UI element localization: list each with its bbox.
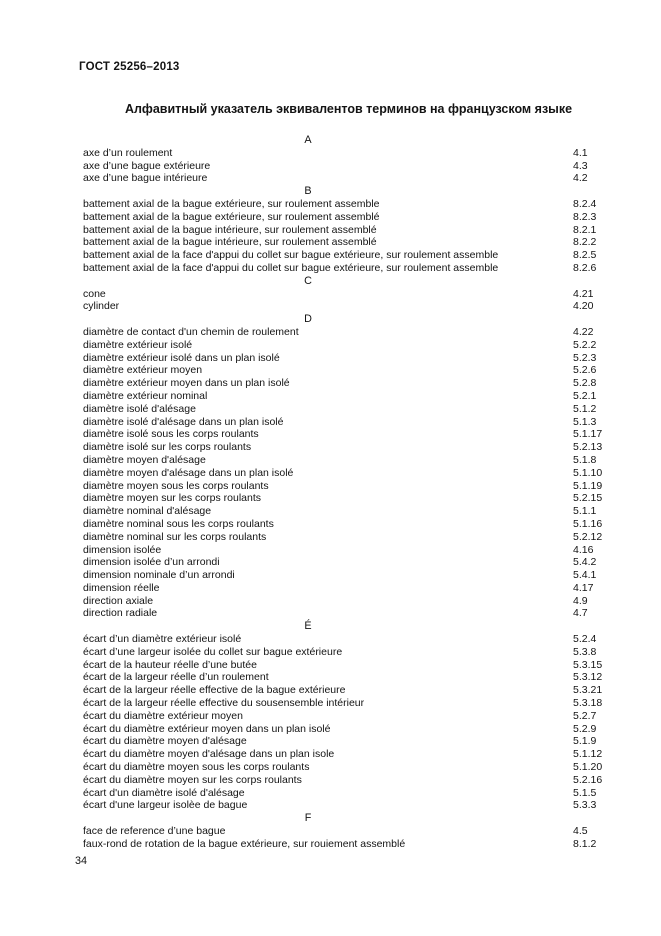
entry-ref: 5.3.18 xyxy=(573,697,603,710)
entry-ref: 8.2.1 xyxy=(573,223,597,236)
index-entry xyxy=(0,326,661,339)
entry-term: écart de la hauteur réelle d’une butée xyxy=(83,658,257,671)
entry-ref: 5.2.12 xyxy=(573,530,603,543)
entry-ref: 8.2.4 xyxy=(573,197,597,210)
entry-ref: 4.16 xyxy=(573,543,594,556)
entry-term: dimension isolée xyxy=(83,543,162,556)
entry-term: écart du diamètre moyen d'alésage xyxy=(83,735,247,748)
index-entry xyxy=(0,249,661,262)
entry-ref: 5.2.9 xyxy=(573,722,597,735)
entry-ref: 5.1.9 xyxy=(573,735,597,748)
entry-term: écart de la largeur réelle d’un roulement xyxy=(83,671,269,684)
entry-term: cone xyxy=(83,287,106,300)
index-entry xyxy=(0,787,661,800)
index-entry xyxy=(0,147,661,160)
entry-ref: 5.2.3 xyxy=(573,351,597,364)
entry-ref: 4.21 xyxy=(573,287,594,300)
section-letter: B xyxy=(304,185,312,198)
entry-term: diamètre moyen d'alésage xyxy=(83,453,206,466)
entry-term: direction axiale xyxy=(83,594,154,607)
index-entry xyxy=(0,838,661,851)
section-letter: A xyxy=(304,134,312,146)
entry-ref: 4.1 xyxy=(573,146,588,159)
entry-term: axe d’une bague intérieure xyxy=(83,172,208,185)
index-entry xyxy=(0,441,661,454)
index-entry xyxy=(0,390,661,403)
entry-ref: 5.3.12 xyxy=(573,671,603,684)
index-entry xyxy=(0,364,661,377)
entry-term: diamètre moyen d'alésage dans un plan isolé xyxy=(83,466,294,479)
section-letter: C xyxy=(304,274,312,287)
entry-term: écart du diamètre moyen sous les corps roulants xyxy=(83,761,310,774)
entry-term: dimension nominale d’un arrondi xyxy=(83,569,235,582)
document-code: ГОСТ 25256–2013 xyxy=(79,61,180,73)
index-entry xyxy=(0,518,661,531)
entry-ref: 8.2.5 xyxy=(573,249,597,262)
index-entry xyxy=(0,288,661,301)
entry-term: dimension réelle xyxy=(83,581,160,594)
entry-term: écart du diamètre moyen d'alésage dans un plan isole xyxy=(83,748,335,761)
index-entry xyxy=(0,748,661,761)
entry-term: axe d’une bague extérieure xyxy=(83,159,211,172)
entry-ref: 5.4.1 xyxy=(573,569,597,582)
index-entry xyxy=(0,224,661,237)
entry-term: diamètre extérieur isolé dans un plan isolé xyxy=(83,351,280,364)
index-entry xyxy=(0,607,661,620)
index-entry xyxy=(0,595,661,608)
entry-ref: 4.9 xyxy=(573,594,588,607)
entry-term: écart d'une largeur isolèe de bague xyxy=(83,799,248,812)
index-entry xyxy=(0,467,661,480)
index-entry xyxy=(0,774,661,787)
index-entry xyxy=(0,710,661,723)
section-letter: F xyxy=(304,812,312,825)
entry-term: dimension isolée d’un arrondi xyxy=(83,556,220,569)
entry-term: battement axial de la bague extérieure, sur roulement assemblé xyxy=(83,210,380,223)
entry-ref: 5.1.19 xyxy=(573,479,603,492)
index-entry xyxy=(0,262,661,275)
entry-term: diamètre moyen sur les corps roulants xyxy=(83,492,261,505)
index-entry xyxy=(0,799,661,812)
entry-term: face de reference d’une bague xyxy=(83,825,226,838)
index-entry xyxy=(0,544,661,557)
entry-ref: 5.4.2 xyxy=(573,556,597,569)
page-number: 34 xyxy=(75,855,88,867)
entry-ref: 8.2.2 xyxy=(573,236,597,249)
entry-term: diamètre extérieur nominal xyxy=(83,389,208,402)
index-entry xyxy=(0,723,661,736)
index-entry xyxy=(0,671,661,684)
section-letter: D xyxy=(304,313,312,326)
index-entry xyxy=(0,556,661,569)
entry-ref: 5.1.5 xyxy=(573,786,597,799)
entry-term: diamètre isolé sous les corps roulants xyxy=(83,428,259,441)
entry-ref: 5.2.1 xyxy=(573,389,597,402)
index-entry xyxy=(0,160,661,173)
entry-term: diamètre isolé d'alésage dans un plan isolé xyxy=(83,415,284,428)
index-entry xyxy=(0,403,661,416)
index-entry xyxy=(0,569,661,582)
entry-ref: 8.2.3 xyxy=(573,210,597,223)
entry-ref: 5.2.13 xyxy=(573,441,603,454)
entry-ref: 5.2.6 xyxy=(573,364,597,377)
entry-term: faux-rond de rotation de la bague extérieure, sur rouiement assemblé xyxy=(83,837,406,850)
entry-term: écart d’un diamètre extérieur isolé xyxy=(83,633,242,646)
entry-ref: 5.2.7 xyxy=(573,709,597,722)
alphabetical-index xyxy=(0,134,661,851)
index-entry xyxy=(0,300,661,313)
entry-term: diamètre nominal sous les corps roulants xyxy=(83,517,274,530)
entry-term: axe d’un roulement xyxy=(83,146,173,159)
index-entry xyxy=(0,428,661,441)
index-entry xyxy=(0,236,661,249)
index-entry xyxy=(0,172,661,185)
entry-ref: 5.1.8 xyxy=(573,453,597,466)
entry-ref: 5.2.8 xyxy=(573,377,597,390)
index-entry xyxy=(0,211,661,224)
index-entry xyxy=(0,352,661,365)
entry-term: direction radiale xyxy=(83,607,158,620)
index-entry xyxy=(0,505,661,518)
entry-term: battement axial de la face d'appui du collet sur bague extérieure, sur roulement assemble xyxy=(83,249,499,262)
index-entry xyxy=(0,339,661,352)
entry-ref: 8.1.2 xyxy=(573,837,597,850)
entry-term: diamètre de contact d'un chemin de roulement xyxy=(83,325,299,338)
entry-ref: 5.1.16 xyxy=(573,517,603,530)
index-entry xyxy=(0,646,661,659)
index-entry xyxy=(0,697,661,710)
entry-ref: 5.3.21 xyxy=(573,684,603,697)
entry-term: diamètre extérieur moyen xyxy=(83,364,203,377)
entry-term: diamètre moyen sous les corps roulants xyxy=(83,479,269,492)
index-entry xyxy=(0,825,661,838)
index-entry xyxy=(0,761,661,774)
index-entry xyxy=(0,582,661,595)
entry-ref: 5.1.17 xyxy=(573,428,603,441)
index-entry xyxy=(0,531,661,544)
entry-term: écart du diamètre extérieur moyen xyxy=(83,709,243,722)
entry-term: battement axial de la bague intérieure, sur roulement assemblé xyxy=(83,223,377,236)
entry-term: diamètre nominal d'alésage xyxy=(83,505,212,518)
entry-ref: 5.1.12 xyxy=(573,748,603,761)
index-entry xyxy=(0,454,661,467)
entry-ref: 5.2.4 xyxy=(573,633,597,646)
index-entry xyxy=(0,492,661,505)
index-entry xyxy=(0,659,661,672)
entry-ref: 5.2.15 xyxy=(573,492,603,505)
entry-ref: 5.1.2 xyxy=(573,402,597,415)
entry-term: battement axial de la face d'appui du collet sur bague extérieure, sur roulement assemble xyxy=(83,261,499,274)
entry-ref: 5.1.3 xyxy=(573,415,597,428)
entry-ref: 4.7 xyxy=(573,607,588,620)
entry-ref: 4.2 xyxy=(573,172,588,185)
entry-ref: 4.3 xyxy=(573,159,588,172)
entry-ref: 5.1.20 xyxy=(573,761,603,774)
entry-ref: 4.17 xyxy=(573,581,594,594)
entry-term: écart de la largeur réelle effective de la bague extérieure xyxy=(83,684,346,697)
entry-ref: 5.1.10 xyxy=(573,466,603,479)
page-title: Алфавитный указатель эквивалентов терминов на французском языке xyxy=(124,102,573,116)
index-entry xyxy=(0,633,661,646)
index-entry xyxy=(0,377,661,390)
entry-term: cylinder xyxy=(83,300,120,313)
entry-ref: 8.2.6 xyxy=(573,261,597,274)
entry-ref: 5.3.3 xyxy=(573,799,597,812)
index-entry xyxy=(0,684,661,697)
entry-ref: 5.3.8 xyxy=(573,645,597,658)
entry-ref: 4.20 xyxy=(573,300,594,313)
entry-ref: 5.3.15 xyxy=(573,658,603,671)
entry-term: écart d’une largeur isolée du collet sur bague extérieure xyxy=(83,645,343,658)
entry-ref: 4.22 xyxy=(573,325,594,338)
index-entry xyxy=(0,735,661,748)
entry-term: diamètre isolé sur les corps roulants xyxy=(83,441,252,454)
section-letter: É xyxy=(304,620,312,633)
entry-term: écart d'un diamètre isolé d'alésage xyxy=(83,786,245,799)
entry-ref: 5.2.16 xyxy=(573,773,603,786)
entry-ref: 4.5 xyxy=(573,825,588,838)
entry-term: diamètre nominal sur les corps roulants xyxy=(83,530,267,543)
index-entry xyxy=(0,416,661,429)
entry-term: écart du diamètre extérieur moyen dans un plan isolé xyxy=(83,722,331,735)
entry-term: battement axial de la bague extérieure, sur roulement assemble xyxy=(83,197,380,210)
entry-term: écart du diamètre moyen sur les corps roulants xyxy=(83,773,302,786)
entry-term: battement axial de la bague intérieure, sur roulement assemblé xyxy=(83,236,377,249)
entry-term: diamètre isolé d'alésage xyxy=(83,402,196,415)
entry-term: diamètre extérieur moyen dans un plan isolé xyxy=(83,377,290,390)
entry-term: diamètre extérieur isolé xyxy=(83,338,193,351)
entry-ref: 5.2.2 xyxy=(573,338,597,351)
entry-ref: 5.1.1 xyxy=(573,505,597,518)
index-entry xyxy=(0,480,661,493)
entry-term: écart de la largeur réelle effective du sousensemble intérieur xyxy=(83,697,365,710)
index-entry xyxy=(0,198,661,211)
